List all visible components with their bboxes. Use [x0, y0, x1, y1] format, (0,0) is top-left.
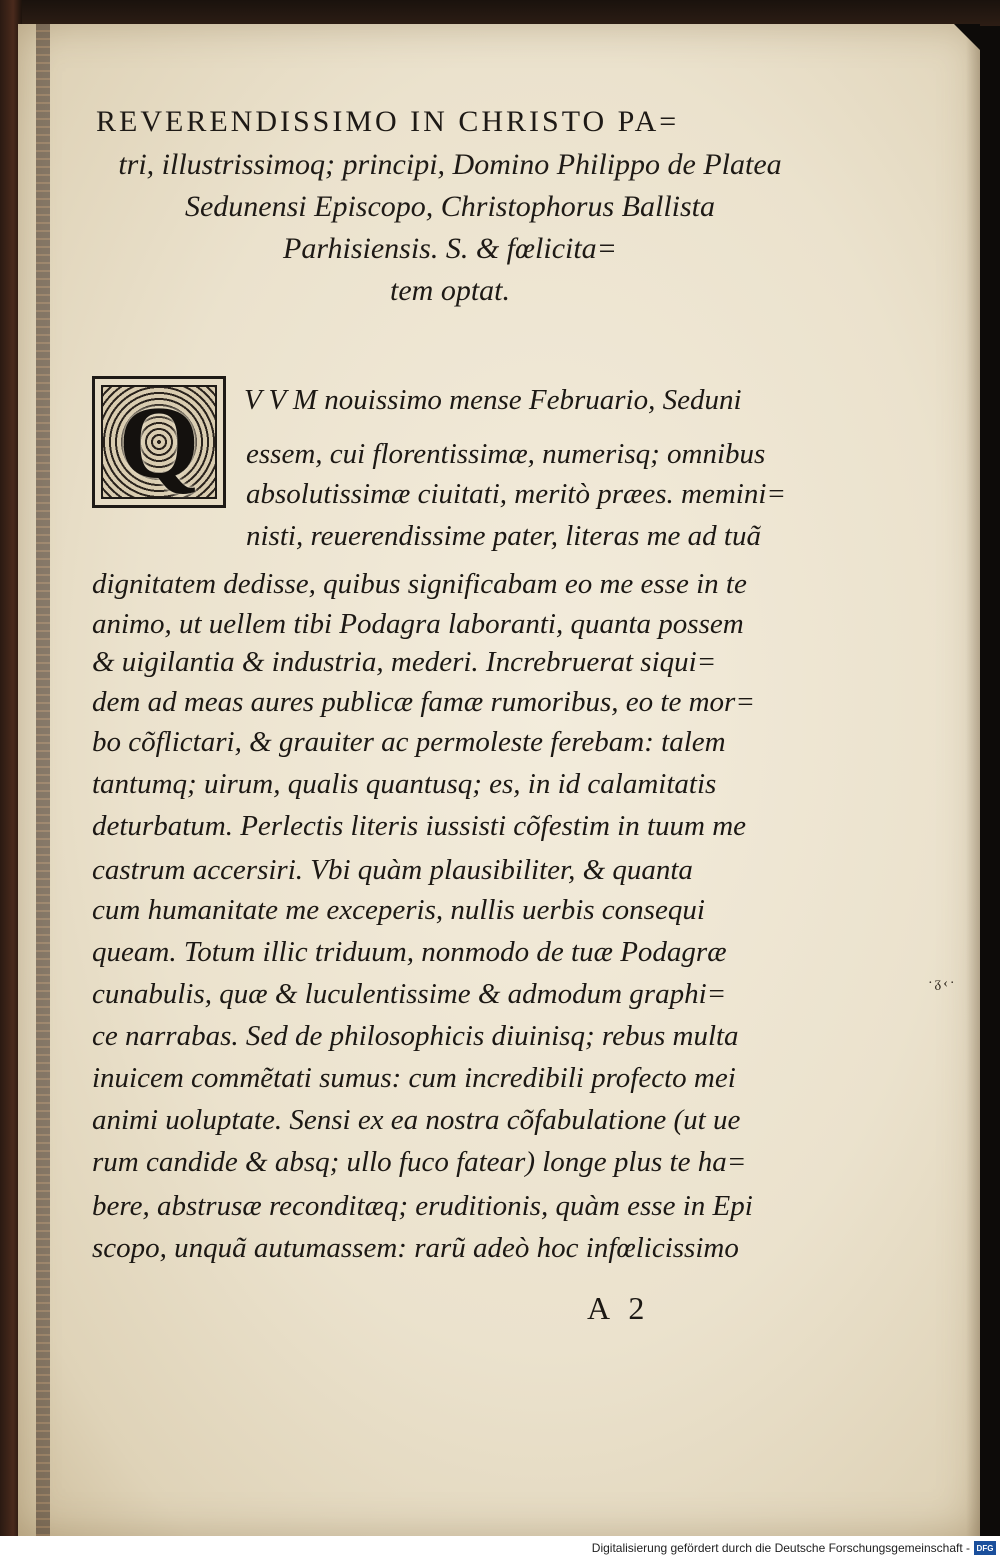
decorated-initial: [92, 376, 226, 508]
body-line: V V M nouissimo mense Februario, Seduni: [244, 384, 742, 416]
footer-credit: Digitalisierung gefördert durch die Deutsche Forschungsgemeinschaft -: [591, 1541, 970, 1555]
heading-line-4: tem optat.: [390, 274, 510, 307]
body-line: castrum accersiri. Vbi quàm plausibiliter, & quanta: [92, 854, 693, 886]
body-line: inuicem commẽtati sumus: cum incredibili profecto mei: [92, 1062, 736, 1094]
body-line: dignitatem dedisse, quibus significabam eo me esse in te: [92, 568, 747, 600]
heading-line-1: tri, illustrissimoq; principi, Domino Philippo de Platea: [118, 148, 782, 181]
page-edge-shadow: [966, 24, 980, 1536]
body-line: ce narrabas. Sed de philosophicis diuinisq; rebus multa: [92, 1020, 739, 1052]
dfg-logo-icon: DFG: [974, 1541, 996, 1555]
body-line: nisti, reuerendissime pater, literas me ad tuã: [246, 520, 761, 552]
body-line: essem, cui florentissimæ, numerisq; omnibus: [246, 438, 766, 470]
body-line: absolutissimæ ciuitati, meritò præes. memini=: [246, 478, 786, 510]
body-line: tantumq; uirum, qualis quantusq; es, in id calamitatis: [92, 768, 717, 800]
body-line: bere, abstrusæ reconditæq; eruditionis, quàm esse in Epi: [92, 1190, 753, 1222]
heading-caps-line: REVERENDISSIMO IN CHRISTO PA=: [96, 105, 680, 138]
body-line: scopo, unquã autumassem: rarũ adeò hoc infœlicissimo: [92, 1232, 739, 1264]
body-line: bo cõflictari, & grauiter ac permoleste ferebam: talem: [92, 726, 726, 758]
page-corner: [954, 24, 980, 50]
initial-letter: Q: [118, 384, 200, 500]
body-line: rum candide & absq; ullo fuco fatear) longe plus te ha=: [92, 1146, 747, 1178]
heading-line-3: Parhisiensis. S. & fœlicita=: [283, 232, 617, 265]
dedication-heading: [70, 100, 830, 312]
signature-mark: A 2: [587, 1290, 651, 1326]
body-line: cum humanitate me exceperis, nullis uerbis consequi: [92, 894, 705, 926]
body-line: animi uoluptate. Sensi ex ea nostra cõfabulatione (ut ue: [92, 1104, 741, 1136]
scale-ruler: [36, 24, 50, 1536]
body-line: deturbatum. Perlectis literis iussisti cõfestim in tuum me: [92, 810, 747, 842]
body-line: dem ad meas aures publicæ famæ rumoribus, eo te mor=: [92, 686, 755, 718]
book-binding-top: [0, 0, 1000, 26]
body-line: animo, ut uellem tibi Podagra laboranti, quanta possem: [92, 608, 744, 640]
heading-line-2: Sedunensi Episcopo, Christophorus Ballista: [184, 190, 715, 223]
body-line: cunabulis, quæ & luculentissime & admodum graphi=: [92, 978, 727, 1010]
body-line: queam. Totum illic triduum, nonmodo de tuæ Podagræ: [92, 936, 727, 968]
body-line: & uigilantia & industria, mederi. Increbruerat siqui=: [92, 646, 717, 678]
ink-stain-mark: ·ᵹ‹·: [928, 976, 957, 991]
